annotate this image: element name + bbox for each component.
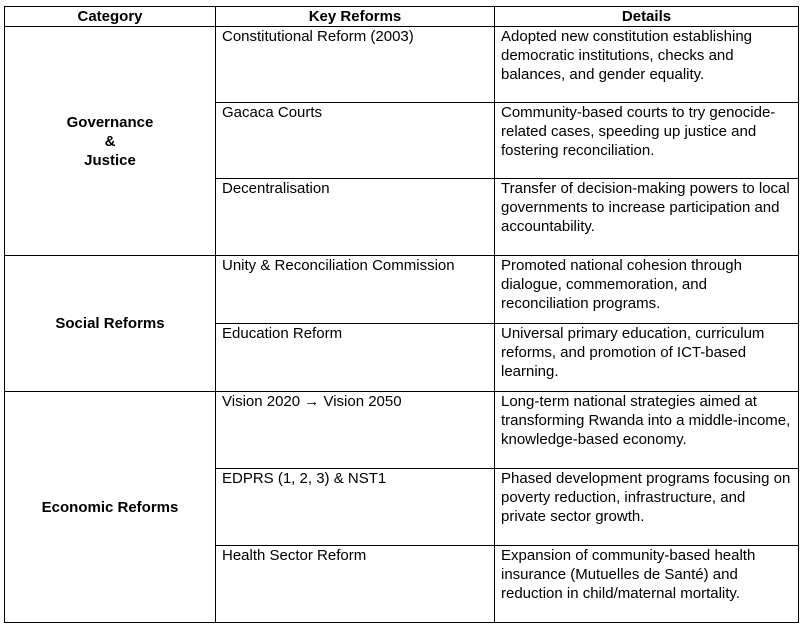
details-cell: Adopted new constitution establishing democratic institutions, checks and balances, and gender equality. <box>495 27 799 103</box>
category-cell-social-reforms <box>5 256 216 392</box>
header-row <box>5 7 799 27</box>
header-key-reforms: Key Reforms <box>216 7 495 27</box>
details-cell: Transfer of decision-making powers to local governments to increase participation and accountability. <box>495 179 799 256</box>
category-label-line: Governance <box>66 113 154 131</box>
details-cell: Universal primary education, curriculum reforms, and promotion of ICT-based learning. <box>495 324 799 392</box>
details-cell: Phased development programs focusing on poverty reduction, infrastructure, and private sector growth. <box>495 469 799 546</box>
category-label-line: & <box>104 132 116 150</box>
details-cell: Long-term national strategies aimed at transforming Rwanda into a middle-income, knowledge-based economy. <box>495 392 799 469</box>
category-label-line: Social Reforms <box>55 315 165 332</box>
category-cell-economic-reforms <box>5 392 216 623</box>
reform-cell: Vision 2020 → Vision 2050 <box>216 392 495 469</box>
table-row <box>5 27 799 103</box>
table-row <box>5 256 799 324</box>
details-cell: Community-based courts to try genocide-related cases, speeding up justice and fostering reconciliation. <box>495 103 799 179</box>
reforms-table <box>4 6 799 623</box>
reform-cell: Health Sector Reform <box>216 546 495 623</box>
reform-cell: Education Reform <box>216 324 495 392</box>
reform-cell: EDPRS (1, 2, 3) & NST1 <box>216 469 495 546</box>
details-cell: Promoted national cohesion through dialogue, commemoration, and reconciliation programs. <box>495 256 799 324</box>
table-row <box>5 392 799 469</box>
category-cell-governance-justice <box>5 27 216 256</box>
reform-cell: Constitutional Reform (2003) <box>216 27 495 103</box>
header-details: Details <box>495 7 799 27</box>
reform-cell: Gacaca Courts <box>216 103 495 179</box>
category-label-line: Economic Reforms <box>41 498 179 516</box>
details-cell: Expansion of community-based health insurance (Mutuelles de Santé) and reduction in child/maternal mortality. <box>495 546 799 623</box>
header-category: Category <box>5 7 216 27</box>
reform-cell: Unity & Reconciliation Commission <box>216 256 495 324</box>
reform-cell: Decentralisation <box>216 179 495 256</box>
category-label-line: Justice <box>84 151 136 169</box>
